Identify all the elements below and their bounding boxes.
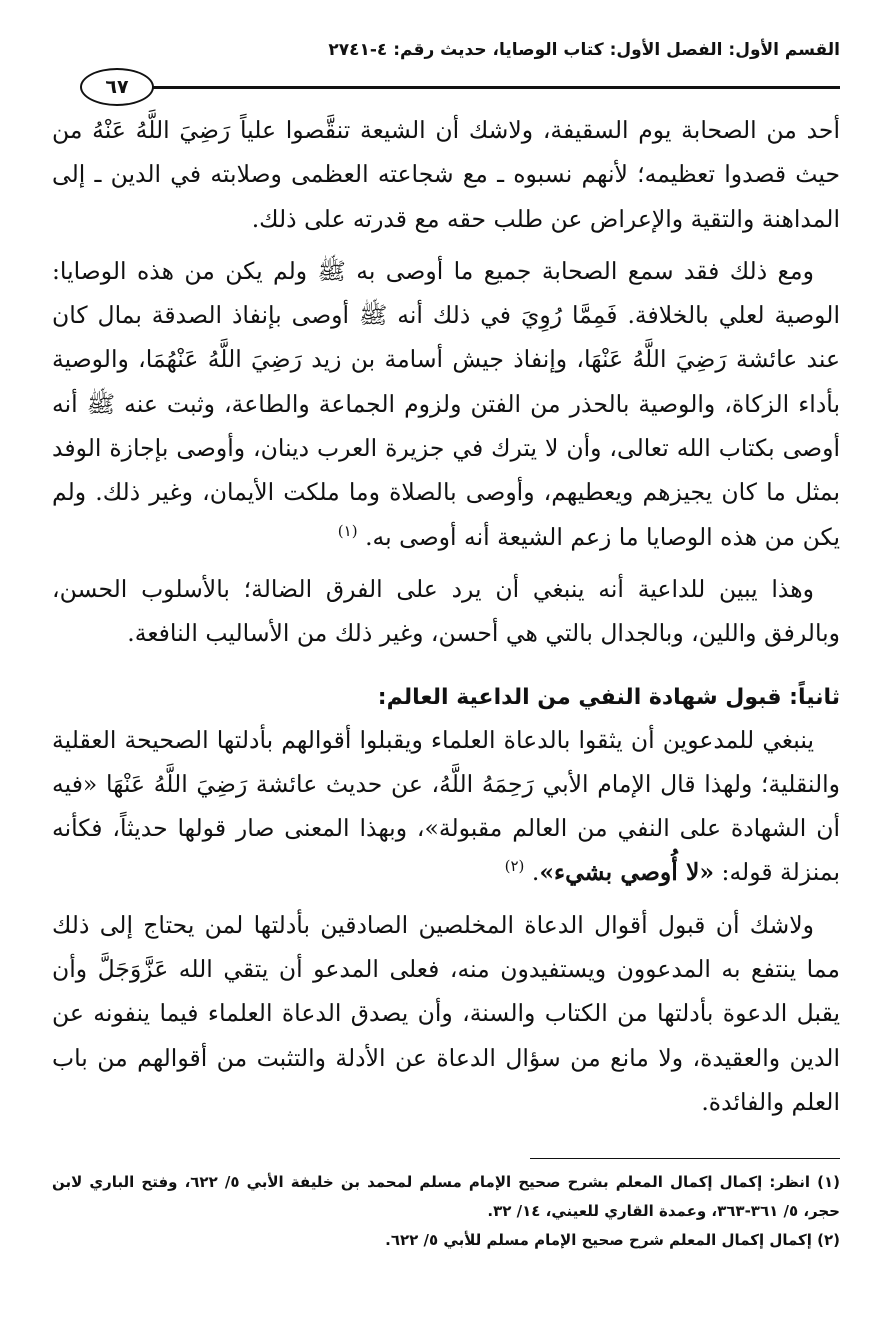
- footnote-2: (٢) إكمال إكمال المعلم شرح صحيح الإمام مسلم للأبي ٥/ ٦٢٢.: [385, 1231, 840, 1249]
- paragraph-5: ولاشك أن قبول أقوال الدعاة المخلصين الصادقين بأدلتها لمن يحتاج إلى ذلك مما ينتفع به المدعوون ويستفيدون منه، فعلى المدعو أن يتقي الله عَزَّوَجَلَّ وأن يقبل الدعوة بأدلتها من الكتاب والسنة، وأن يصدق الدعاة العلماء فيما ينفونه عن الدين والعقيدة، ولا مانع من سؤال الدعاة عن الأدلة والتثبت من أقوالهم من باب العلم والفائدة.: [52, 910, 840, 1116]
- paragraph-4-text: ينبغي للمدعوين أن يثقوا بالدعاة العلماء ويقبلوا أقوالهم بأدلتها الصحيحة العقلية والنقلية؛ ولهذا قال الإمام الأبي رَحِمَهُ اللَّهُ، عن حديث عائشة رَضِيَ اللَّهُ عَنْهَا «فيه أن الشهادة على النفي من العالم مقبولة»، وبهذا المعنى صار قولها حديثاً، فكأنه بمنزلة قوله:: [52, 725, 840, 887]
- paragraph-2-text: ومع ذلك فقد سمع الصحابة جميع ما أوصى به ﷺ ولم يكن من هذه الوصايا: الوصية لعلي بالخلافة. فَمِمَّا رُوِيَ في ذلك أنه ﷺ أوصى بإنفاذ الصدقة بمال كان عند عائشة رَضِيَ اللَّهُ عَنْهَا، وإنفاذ جيش أسامة بن زيد رَضِيَ اللَّهُ عَنْهُمَا، والوصية بأداء الزكاة، والوصية بالحذر من الفتن ولزوم الجماعة والطاعة، وثبت عنه ﷺ أنه أوصى بكتاب الله تعالى، وأن لا يترك في جزيرة العرب دينان، وأوصى بإجازة الوفد بمثل ما كان يجيزهم ويعطيهم، وأوصى بالصلاة وما ملكت الأيمان، وغير ذلك. ولم يكن من هذه الوصايا ما زعم الشيعة أنه أوصى به.: [52, 256, 840, 551]
- footnote-rule: [530, 1158, 840, 1159]
- footnote-1: (١) انظر: إكمال إكمال المعلم بشرح صحيح الإمام مسلم لمحمد بن خليفة الأبي ٥/ ٦٢٢، وفتح الباري لابن حجر، ٥/ ٣٦١-٣٦٣، وعمدة القاري للعيني، ١٤/ ٣٢.: [52, 1173, 840, 1220]
- footnote-marker-1[interactable]: (١): [337, 521, 358, 540]
- paragraph-4: ينبغي للمدعوين أن يثقوا بالدعاة العلماء ويقبلوا أقوالهم بأدلتها الصحيحة العقلية والنقلية؛ ولهذا قال الإمام الأبي رَحِمَهُ اللَّهُ، عن حديث عائشة رَضِيَ اللَّهُ عَنْهَا «فيه أن الشهادة على النفي من العالم مقبولة»، وبهذا المعنى صار قولها حديثاً، فكأنه بمنزلة قوله: «لا أُوصي بشيء». $^{(٢)}$: [52, 725, 840, 887]
- main-text: [52, 108, 840, 1124]
- footnotes: [52, 1168, 840, 1255]
- paragraph-1: أحد من الصحابة يوم السقيفة، ولاشك أن الشيعة تنقَّصوا علياً رَضِيَ اللَّهُ عَنْهُ من حيث قصدوا تعظيمه؛ لأنهم نسبوه ـ مع شجاعته العظمى وصلابته في الدين ـ إلى المداهنة والتقية والإعراض عن طلب حقه مع قدرته على ذلك.: [52, 116, 840, 233]
- header-rule: [150, 86, 840, 89]
- running-header: القسم الأول: الفصل الأول: كتاب الوصايا، حديث رقم: ٤-٢٧٤١: [328, 40, 840, 60]
- hadith-quote: «لا أُوصي بشيء»: [539, 858, 715, 887]
- page-number: ٦٧: [80, 68, 154, 106]
- paragraph-2: [52, 249, 840, 559]
- section-heading: ثانياً: قبول شهادة النفي من الداعية العالم:: [377, 684, 840, 710]
- paragraph-3: وهذا يبين للداعية أنه ينبغي أن يرد على الفرق الضالة؛ بالأسلوب الحسن، وبالرفق واللين، وبالجدال بالتي هي أحسن، وغير ذلك من الأساليب النافعة.: [52, 574, 840, 648]
- footnote-marker-2[interactable]: (٢): [504, 857, 525, 876]
